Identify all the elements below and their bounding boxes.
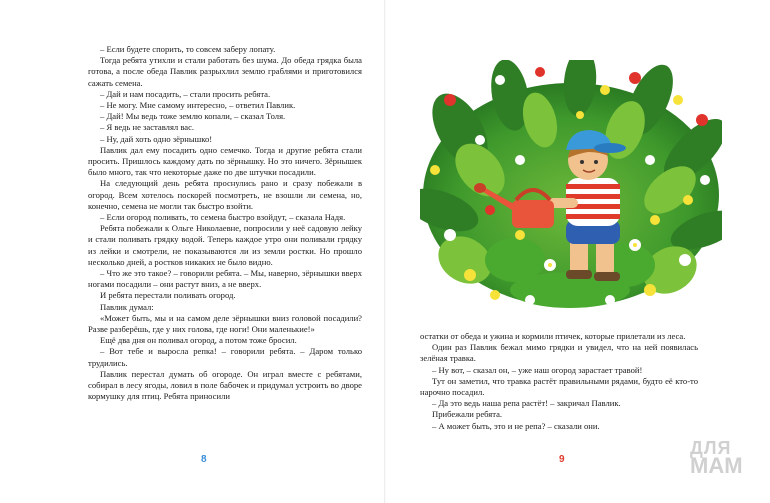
paragraph: Ребята побежали к Ольге Николаевне, попросили у неё садовую лейку и стали поливать грядку водой. Теперь каждое утро они поливали грядку из лейки и смотрели, не показываются ли из земли ростки. Но прошло несколько дней, а ростков никаких не было видно. [88, 223, 362, 267]
paragraph: «Может быть, мы и на самом деле зёрнышки вниз головой посадили? Разве разберёшь, где у них голова, где ноги! Они маленькие!» [88, 312, 362, 335]
paragraph: – Если огород поливать, то семена быстро взойдут, – сказала Надя. [100, 212, 346, 223]
page-number-left: 8 [201, 454, 207, 465]
paragraph: Один раз Павлик бежал мимо грядки и увидел, что на ней появилась зелёная травка. [420, 342, 698, 364]
paragraph: Павлик перестал думать об огороде. Он играл вместе с ребятами, собирал в лесу ягоды, ловил в поле бабочек и придумал устроить во дворе кормушку для птиц. Ребята приносили [88, 368, 362, 402]
paragraph: Тут он заметил, что травка растёт правильными рядами, будто её кто-то нарочно посадил. [420, 375, 698, 398]
page-gutter [384, 0, 386, 503]
right-page-text [420, 331, 698, 432]
watermark-line: МАМ [690, 453, 743, 479]
paragraph: Павлик думал: [100, 301, 154, 312]
paragraph: Прибежали ребята. [432, 409, 503, 420]
paragraph: – Что же это такое? – говорили ребята. – Мы, наверно, зёрнышки вверх ногами посадили – они растут вниз, а не вверх. [88, 268, 362, 290]
paragraph: Павлик дал ему посадить одно семечко. Тогда и другие ребята стали просить. Пришлось каждому дать по зёрнышку. Но это ничего. Зёрнышек было много, так что некоторые даже по две штучки посадили. [88, 144, 362, 178]
paragraph: – Ну, дай хоть одно зёрнышко! [100, 133, 213, 144]
paragraph: Тогда ребята утихли и стали работать без шума. До обеда грядка была готова, а после обеда Павлик разрыхлил землю граблями и приготовился сажать семена. [88, 55, 362, 88]
paragraph: – А может быть, это и не репа? – сказали они. [432, 420, 600, 431]
paragraph: остатки от обеда и ужина и кормили птичек, которые прилетали из леса. [420, 331, 686, 341]
paragraph: – Не могу. Мне самому интересно, – ответил Павлик. [100, 100, 296, 111]
paragraph: Ещё два дня он поливал огород, а потом тоже бросил. [100, 335, 297, 346]
watermark-line: ДЛЯ [690, 438, 732, 458]
paragraph: – Дай и нам посадить, – стали просить ребята. [100, 88, 271, 99]
paragraph: И ребята перестали поливать огород. [100, 290, 236, 301]
paragraph: – Если будете спорить, то совсем заберу лопату. [100, 44, 276, 54]
garden-illustration [420, 60, 722, 315]
watermark-logo [690, 440, 770, 500]
paragraph: На следующий день ребята проснулись рано и сразу побежали в огород. Всем хотелось поскорей посмотреть, не взошли ли семена, но, конечно, семена не могли так быстро взойти. [88, 178, 362, 211]
left-page-text [88, 44, 362, 403]
paragraph: – Вот тебе и выросла репка! – говорили ребята. – Даром только трудились. [88, 346, 362, 368]
paragraph: – Ну вот, – сказал он, – уже наш огород зарастает травой! [432, 364, 643, 375]
paragraph: – Да это ведь наша репа растёт! – закричал Павлик. [432, 398, 621, 409]
boy-in-garden-picture [420, 60, 722, 315]
page-number-right: 9 [559, 454, 565, 465]
paragraph: – Я ведь не заставлял вас. [100, 122, 195, 133]
paragraph: – Дай! Мы ведь тоже землю копали, – сказал Толя. [100, 111, 286, 122]
